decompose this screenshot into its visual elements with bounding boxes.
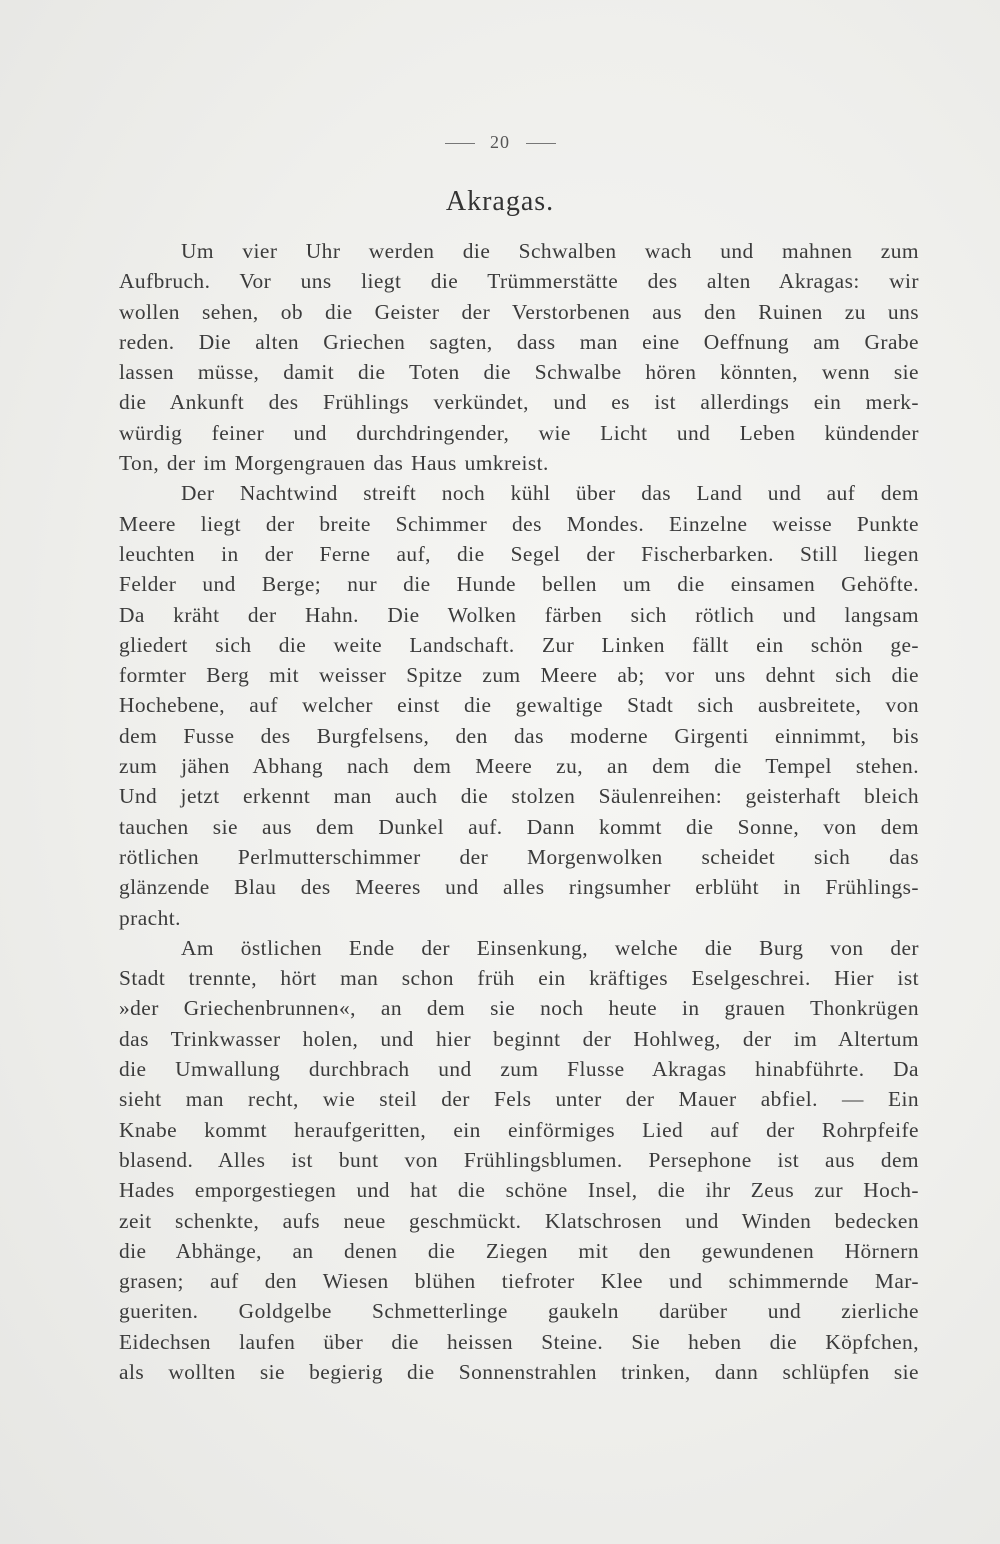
- text-line: formter Berg mit weisser Spitze zum Meere ab; vor uns dehnt sich die: [119, 663, 919, 688]
- text-line: Knabe kommt heraufgeritten, ein einförmiges Lied auf der Rohrpfeife: [119, 1117, 919, 1142]
- text-line: Der Nachtwind streift noch kühl über das Land und auf dem: [181, 481, 919, 506]
- text-line: leuchten in der Ferne auf, die Segel der Fischerbarken. Still liegen: [119, 541, 919, 566]
- text-line: gliedert sich die weite Landschaft. Zur Linken fällt ein schön ge-: [119, 632, 919, 657]
- header-dash-left: [445, 143, 475, 144]
- text-line: rötlichen Perlmutterschimmer der Morgenwolken scheidet sich das: [119, 844, 919, 869]
- text-line: Aufbruch. Vor uns liegt die Trümmerstätte des alten Akragas: wir: [119, 269, 919, 294]
- paragraph: [119, 478, 919, 932]
- text-line: gueriten. Goldgelbe Schmetterlinge gaukeln darüber und zierliche: [119, 1299, 919, 1324]
- page-number: 20: [490, 132, 510, 152]
- text-line: Felder und Berge; nur die Hunde bellen um die einsamen Gehöfte.: [119, 572, 919, 597]
- text-line: als wollten sie begierig die Sonnenstrahlen trinken, dann schlüpfen sie: [119, 1359, 919, 1384]
- text-line: die Abhänge, an denen die Ziegen mit den gewundenen Hörnern: [119, 1238, 919, 1263]
- text-line: Stadt trennte, hört man schon früh ein kräftiges Eselgeschrei. Hier ist: [119, 966, 919, 991]
- text-line: Um vier Uhr werden die Schwalben wach und mahnen zum: [181, 239, 919, 263]
- text-line: Und jetzt erkennt man auch die stolzen Säulenreihen: geisterhaft bleich: [119, 784, 919, 809]
- text-line: die Ankunft des Frühlings verkündet, und es ist allerdings ein merk-: [119, 390, 919, 415]
- text-line: die Umwallung durchbrach und zum Flusse Akragas hinabführte. Da: [119, 1057, 919, 1082]
- text-line: zum jähen Abhang nach dem Meere zu, an dem die Tempel stehen.: [119, 754, 919, 779]
- text-line: reden. Die alten Griechen sagten, dass man eine Oeffnung am Grabe: [119, 329, 919, 354]
- paragraph: [119, 236, 919, 478]
- text-line: Eidechsen laufen über die heissen Steine. Sie heben die Köpfchen,: [119, 1329, 919, 1354]
- text-line: würdig feiner und durchdringender, wie Licht und Leben kündender: [119, 420, 919, 445]
- text-line: Ton, der im Morgengrauen das Haus umkreist.: [119, 451, 549, 476]
- text-line: »der Griechenbrunnen«, an dem sie noch heute in grauen Thonkrügen: [119, 996, 919, 1021]
- body-text: [119, 236, 919, 1387]
- text-line: wollen sehen, ob die Geister der Verstorbenen aus den Ruinen zu uns: [119, 299, 919, 324]
- text-line: Meere liegt der breite Schimmer des Mondes. Einzelne weisse Punkte: [119, 511, 919, 536]
- text-line: blasend. Alles ist bunt von Frühlingsblumen. Persephone ist aus dem: [119, 1147, 919, 1172]
- text-line: dem Fusse des Burgfelsens, den das moderne Girgenti einnimmt, bis: [119, 723, 919, 748]
- text-line: glänzende Blau des Meeres und alles ringsumher erblüht in Frühlings-: [119, 875, 919, 900]
- text-line: Hades emporgestiegen und hat die schöne Insel, die ihr Zeus zur Hoch-: [119, 1178, 919, 1203]
- text-line: tauchen sie aus dem Dunkel auf. Dann kommt die Sonne, von dem: [119, 814, 919, 839]
- text-line: pracht.: [119, 905, 181, 930]
- text-line: Da kräht der Hahn. Die Wolken färben sich rötlich und langsam: [119, 602, 919, 627]
- text-line: grasen; auf den Wiesen blühen tiefroter Klee und schimmernde Mar-: [119, 1269, 919, 1294]
- text-line: Am östlichen Ende der Einsenkung, welche die Burg von der: [181, 935, 919, 960]
- text-line: lassen müsse, damit die Toten die Schwalbe hören könnten, wenn sie: [119, 360, 919, 385]
- paragraph: [119, 933, 919, 1387]
- page-number-header: [0, 132, 1000, 153]
- text-line: zeit schenkte, aufs neue geschmückt. Klatschrosen und Winden bedecken: [119, 1208, 919, 1233]
- header-dash-right: [526, 143, 556, 144]
- text-line: sieht man recht, wie steil der Fels unter der Mauer abfiel. — Ein: [119, 1087, 919, 1112]
- text-line: Hochebene, auf welcher einst die gewaltige Stadt sich ausbreitete, von: [119, 693, 919, 718]
- chapter-title: Akragas.: [445, 186, 555, 217]
- text-line: das Trinkwasser holen, und hier beginnt der Hohlweg, der im Altertum: [119, 1026, 919, 1051]
